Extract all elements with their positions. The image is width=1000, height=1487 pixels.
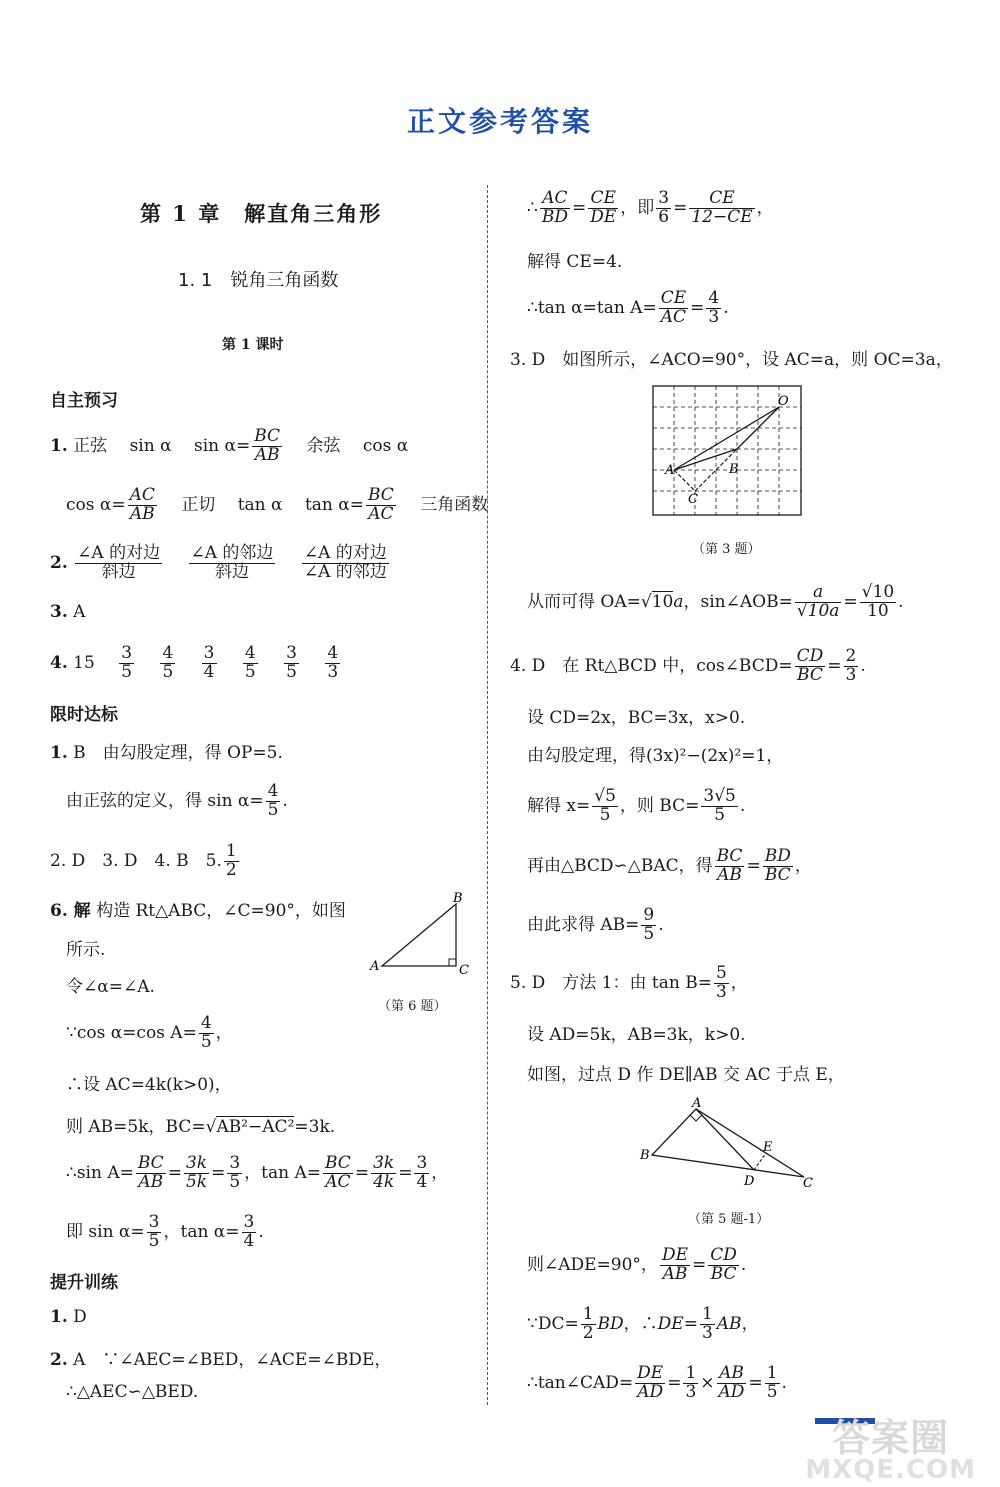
q4-f1d: 5: [121, 661, 133, 682]
right-tan-alpha: ∴tan α=tan A= $\frac{CE}{AC}$ = $\frac{4}{3}$ .: [527, 288, 729, 327]
q4-sim-text: 再由△BCD∽△BAC，得: [527, 855, 713, 876]
q2-frac3-den: ∠A 的邻边: [303, 561, 387, 582]
q2-frac1-den: 斜边: [101, 561, 136, 582]
q5-label-a: A: [692, 1096, 702, 1111]
q3-answer: A: [73, 602, 86, 622]
q3-label-b: B: [729, 462, 739, 477]
q4-f3d: 4: [203, 661, 215, 682]
word-yuxian: 余弦: [306, 435, 341, 456]
right-q5-dc: ∵DC= $\frac{1}{2}$ BD，∴DE= $\frac{1}{3}$ AB，: [527, 1304, 759, 1343]
q5-right-angle-mark: [690, 1115, 702, 1121]
q2-frac2-num: ∠A 的邻边: [190, 543, 274, 563]
timed-q6-because: ∵cos α=cos A= $\frac{4}{5}$ ，: [66, 1013, 233, 1052]
chapter-label: 第 1 章: [140, 201, 222, 226]
word-cos: cos α: [362, 435, 409, 456]
word-zhengqie: 正切: [181, 494, 216, 515]
q6-triangle-shape: [382, 904, 456, 966]
q4-f4n: 4: [244, 643, 256, 663]
q3-line-ac: [674, 470, 695, 491]
word-zhengxian: 正弦: [73, 435, 108, 456]
q3-line-ab: [674, 449, 737, 470]
figure-q6-triangle: [368, 890, 478, 980]
timed-q2-5: 2. D 3. D 4. B 5. $\frac{1}{2}$: [50, 841, 237, 880]
watermark-top: 答案圈: [832, 1416, 950, 1460]
right-solve-ce: 解得 CE=4.: [527, 252, 623, 272]
figure-q5-triangle: [636, 1095, 816, 1191]
right-q5-draw: 如图，过点 D 作 DE∥AB 交 AC 于点 E，: [527, 1065, 845, 1085]
q5-line-de: [754, 1153, 766, 1170]
q2-frac2-den: 斜边: [214, 561, 249, 582]
heading-timed: 限时达标: [50, 705, 118, 725]
q4-f4d: 5: [244, 661, 256, 682]
word-sin: sin α: [129, 435, 172, 456]
q5-caption: （第 5 题-1）: [688, 1212, 770, 1227]
q5-label-c: C: [803, 1176, 813, 1191]
q3-line-ao: [674, 407, 779, 470]
q5-then-text: 则∠ADE=90°，: [527, 1254, 658, 1275]
right-q4-py: 由勾股定理，得(3x)²−(2x)²=1，: [527, 746, 784, 766]
q5-tan-text: ∴tan∠CAD=: [527, 1372, 634, 1393]
q6-label-b: B: [453, 891, 463, 906]
right-q5-set: 设 AD=5k，AB=3k，k>0.: [527, 1025, 746, 1045]
q4-f5n: 3: [286, 643, 297, 663]
q3-label-c: C: [688, 492, 698, 507]
timed-q1-a: 1. B 由勾股定理，得 OP=5.: [50, 743, 283, 763]
lesson-heading: 第 1 课时: [222, 337, 284, 353]
q6-sqrt: AB²−AC²: [216, 1117, 295, 1137]
right-q4: 4. D 在 Rt△BCD 中，cos∠BCD= $\frac{CD}{BC}$ = $\frac{2}{3}$ .: [510, 646, 866, 685]
watermark-logo: [805, 1416, 976, 1485]
q4-f6d: 3: [327, 661, 339, 682]
right-q5: 5. D 方法 1：由 tan B= $\frac{5}{3}$ ，: [510, 963, 748, 1002]
q6-label-a: A: [370, 959, 380, 974]
section-heading: 1. 1 锐角三角函数: [178, 270, 339, 291]
word-tan: tan α: [237, 494, 283, 515]
right-line-ratio: ∴ $\frac{AC}{BD}$ = $\frac{CE}{DE}$ ，即 $\frac{3}{6}$ = $\frac{CE}{12-CE}$ ，: [527, 188, 774, 227]
word-tan-eq: tan α=: [304, 494, 364, 515]
q6-right-angle-mark: [449, 959, 456, 966]
word-sanjiao: 三角函数: [420, 494, 489, 515]
adv-q2-a: 2. A ∵∠AEC=∠BED，∠ACE=∠BDE，: [50, 1350, 392, 1370]
q6-caption: （第 6 题）: [378, 999, 447, 1014]
timed-q6-sin-tan: ∴sin A= $\frac{BC}{AB}$ = $\frac{3k}{5k}$ = $\frac{3}{5}$ ，tan A= $\frac{BC}{AC}$ = $\frac{3k}{4k}$ = $\frac{3}{4}$ ，: [66, 1153, 449, 1192]
q4-first: 15: [73, 652, 95, 673]
preview-q2: 2. $\frac{\text{∠A 的对边}}{\text{斜边}}$ $\frac{\text{∠A 的邻边}}{\text{斜边}}$ $\frac{\text{∠A 的对边}}{\text{∠A 的邻边}}$: [50, 543, 387, 582]
timed-q6-let: 令∠α=∠A.: [66, 977, 155, 997]
q3-from-text: 从而可得 OA=: [527, 591, 641, 612]
right-q5-tan: ∴tan∠CAD= $\frac{DE}{AD}$ = $\frac{1}{3}$ × $\frac{AB}{AD}$ = $\frac{1}{5}$ .: [527, 1363, 787, 1402]
q6-ji-text: 即 sin α=: [66, 1221, 145, 1242]
word-sin-eq: sin α=: [193, 435, 251, 456]
q4-f2n: 4: [162, 643, 174, 663]
timed-q1-b: 由正弦的定义，得 sin α= $\frac{4}{5}$ .: [66, 781, 288, 820]
timed-q2-5-text: 2. D 3. D 4. B 5.: [50, 850, 222, 871]
q2-frac1-num: ∠A 的对边: [77, 543, 161, 563]
q4-f2d: 5: [162, 661, 174, 682]
right-q4-solve: 解得 x= $\frac{√5}{5}$ ，则 BC= $\frac{3√5}{5}$ .: [527, 786, 746, 825]
timed-q6-then: 则 AB=5k，BC=√AB²−AC²=3k.: [66, 1117, 336, 1137]
heading-preview: 自主预习: [50, 391, 118, 411]
column-divider: [487, 185, 488, 1405]
timed-q1-text2: 由正弦的定义，得 sin α=: [66, 790, 264, 811]
timed-q6-intro: 6. 解 构造 Rt△ABC，∠C=90°，如图: [50, 901, 346, 921]
chapter-heading: [140, 198, 382, 228]
q4-text: 4. D 在 Rt△BCD 中，cos∠BCD=: [510, 655, 793, 676]
right-q3: 3. D 如图所示，∠ACO=90°，设 AC=a，则 OC=3a，: [510, 350, 953, 370]
preview-q4: 4. 15 $\frac{3}{5}$ $\frac{4}{5}$ $\frac{3}{4}$ $\frac{4}{5}$ $\frac{3}{5}$ $\frac{4}{3}$: [50, 643, 339, 682]
right-q4-ab: 由此求得 AB= $\frac{9}{5}$ .: [527, 905, 664, 944]
q5-dc-text: ∵DC=: [527, 1313, 579, 1334]
word-cos-eq: cos α=: [66, 494, 126, 515]
timed-q6-set: ∴设 AC=4k(k>0)，: [66, 1075, 232, 1095]
q3-label-o: O: [778, 394, 789, 409]
q5-text: 5. D 方法 1：由 tan B=: [510, 972, 712, 993]
right-q4-set: 设 CD=2x，BC=3x，x>0.: [527, 708, 746, 728]
adv-q1: 1. D: [50, 1307, 87, 1327]
q3-label-a: A: [665, 463, 675, 478]
q3-caption: （第 3 题）: [692, 542, 761, 557]
watermark-bottom: MXQE.COM: [805, 1455, 976, 1485]
q6-then-text: 则 AB=5k，BC=: [66, 1117, 206, 1137]
page-title: 正文参考答案: [406, 105, 593, 138]
q4-ab-text: 由此求得 AB=: [527, 914, 640, 935]
timed-q1-text1: 由勾股定理，得 OP=5.: [102, 743, 283, 763]
q4-f3n: 3: [203, 643, 215, 663]
preview-q3: 3. A: [50, 602, 86, 622]
chapter-name: 解直角三角形: [244, 201, 383, 226]
q4-solve-text: 解得 x=: [527, 795, 591, 816]
q2-frac3-num: ∠A 的对边: [303, 543, 387, 563]
q6-intro-text: 构造 Rt△ABC，∠C=90°，如图: [96, 901, 346, 921]
q5-label-e: E: [763, 1140, 773, 1155]
preview-q1-line2: cos α= $\frac{AC}{AB}$ 正切 tan α tan α= $\frac{BC}{AC}$ 三角函数: [66, 485, 489, 524]
figure-q3-grid: [652, 385, 804, 517]
q4-f1n: 3: [121, 643, 133, 663]
timed-q6-ji: 即 sin α= $\frac{3}{5}$ ，tan α= $\frac{3}{4}$ .: [66, 1212, 264, 1251]
right-q5-then: 则∠ADE=90°， $\frac{DE}{AB}$ = $\frac{CD}{BC}$ .: [527, 1245, 747, 1284]
q5-label-d: D: [744, 1174, 755, 1189]
q6-then-end: =3k.: [294, 1117, 336, 1137]
heading-advanced: 提升训练: [50, 1273, 118, 1293]
q6-because-text: ∵cos α=cos A=: [66, 1022, 197, 1043]
q6-label-c: C: [459, 963, 469, 978]
preview-q1-line1: 1. 正弦 sin α sin α= $\frac{BC}{AB}$ 余弦 cos α: [50, 426, 409, 465]
adv-q2-text1: A ∵∠AEC=∠BED，∠ACE=∠BDE，: [73, 1350, 392, 1370]
timed-q6-intro2: 所示.: [66, 940, 106, 960]
q4-f6n: 4: [327, 643, 339, 663]
right-q4-sim: 再由△BCD∽△BAC，得 $\frac{BC}{AB}$ = $\frac{BD}{BC}$ ，: [527, 846, 812, 885]
adv-q1-answer: D: [73, 1307, 87, 1327]
adv-q2-b: ∴△AEC∽△BED.: [66, 1382, 199, 1402]
q4-f5d: 5: [286, 661, 297, 682]
q5-label-b: B: [640, 1148, 650, 1163]
right-q3-oa: 从而可得 OA=√10a，sin∠AOB= $\frac{a}{√10a}$ = $\frac{√10}{10}$ .: [527, 582, 904, 621]
